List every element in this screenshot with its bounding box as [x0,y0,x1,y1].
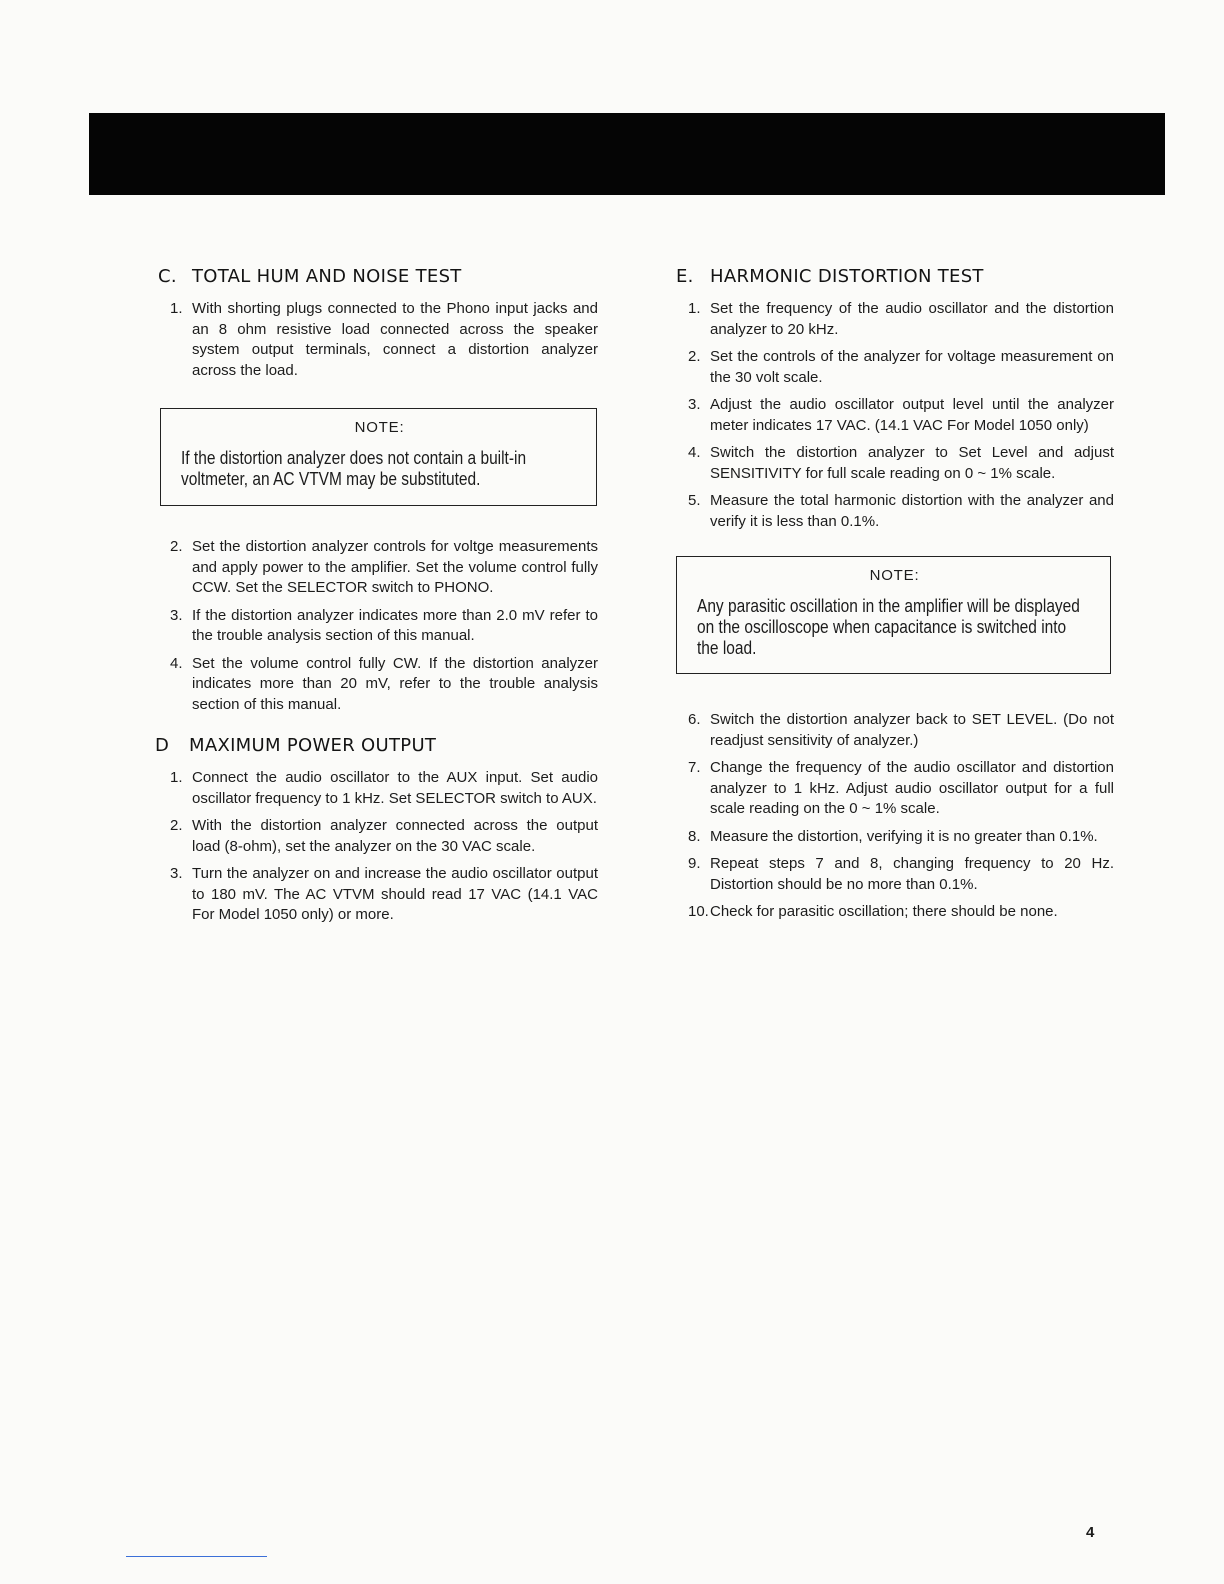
step-text: Check for parasitic oscillation; there should be none. [710,903,1058,920]
step-number: 8. [688,827,701,845]
list-item [158,299,598,381]
step-text: Measure the distortion, verifying it is no greater than 0.1%. [710,827,1098,845]
step-number: 2. [170,538,183,555]
page-number: 4 [1086,1524,1095,1541]
header-banner [89,113,1165,195]
list-item [158,816,598,857]
step-text: Measure the total harmonic distortion with the analyzer and verify it is less than 0.1%. [710,492,1114,530]
section-e-steps-before-note [676,299,1114,532]
step-text: Switch the distortion analyzer back to SET LEVEL. (Do not readjust sensitivity of analyzer.) [710,711,1114,749]
step-text: Switch the distortion analyzer to Set Level and adjust SENSITIVITY for full scale reading on 0 ~ 1% scale. [710,444,1114,482]
section-d-heading [155,735,598,756]
step-number: 5. [688,492,701,509]
section-e-title: HARMONIC DISTORTION TEST [710,266,984,287]
list-item [158,654,598,716]
step-number: 4. [688,444,701,461]
step-number: 2. [688,348,701,365]
list-item [158,537,598,599]
section-d-title: MAXIMUM POWER OUTPUT [189,735,437,756]
step-number: 3. [170,606,183,624]
note-title: NOTE: [354,419,405,436]
note-text: Any parasitic oscillation in the amplifier will be displayed on the oscilloscope when capacitance is switched into the load. [697,596,1080,658]
list-item [676,347,1114,388]
left-column [155,266,598,933]
section-c-heading [158,266,598,287]
step-number: 1. [170,769,183,786]
section-c-steps-after-note [158,537,598,715]
step-number: 2. [170,817,183,834]
right-column [676,266,1114,930]
step-text: Set the distortion analyzer controls for voltge measurements and apply power to the amplifier. Set the volume control fully CCW. Set the SELECTOR switch to PHONO. [192,538,598,596]
section-c-note [160,408,597,506]
step-text: With the distortion analyzer connected across the output load (8-ohm), set the analyzer on the 30 VAC scale. [192,817,598,855]
list-item [676,491,1114,532]
section-e-letter: E. [676,266,694,287]
step-number: 1. [688,300,701,317]
list-item [676,758,1114,820]
step-text: Repeat steps 7 and 8, changing frequency to 20 Hz. Distortion should be no more than 0.1%. [710,855,1114,893]
step-text: Set the controls of the analyzer for voltage measurement on the 30 volt scale. [710,348,1114,386]
note-text: If the distortion analyzer does not contain a built-in voltmeter, an AC VTVM may be substituted. [181,448,527,489]
step-text: If the distortion analyzer indicates more than 2.0 mV refer to the trouble analysis section of this manual. [192,606,598,644]
list-item [676,902,1114,923]
step-text: Adjust the audio oscillator output level until the analyzer meter indicates 17 VAC. (14.1 VAC For Model 1050 only) [710,396,1114,434]
step-number: 4. [170,654,183,672]
step-text: Connect the audio oscillator to the AUX input. Set audio oscillator frequency to 1 kHz. Set SELECTOR switch to AUX. [192,769,598,807]
list-item [158,606,598,647]
section-e-note [676,556,1111,674]
section-c-steps-before-note [158,299,598,381]
step-text: Set the volume control fully CW. If the distortion analyzer indicates more than 20 mV, refer to the trouble analysis section of this manual. [192,654,598,713]
note-title: NOTE: [869,567,920,584]
step-text: Turn the analyzer on and increase the audio oscillator output to 180 mV. The AC VTVM should read 17 VAC (14.1 VAC For Model 1050 only) or more. [192,865,598,923]
step-number: 10. [688,903,709,920]
list-item [158,768,598,809]
footer-rule [126,1556,267,1557]
step-number: 3. [170,865,183,882]
section-e-heading [676,266,1114,287]
list-item [676,395,1114,436]
section-e-steps-after-note [676,710,1114,923]
section-d-letter: D [155,735,170,756]
section-c-letter: C. [158,266,177,287]
step-number: 9. [688,855,701,872]
list-item [676,443,1114,484]
step-number: 1. [170,300,183,317]
list-item [676,710,1114,751]
list-item [676,299,1114,340]
section-d-steps [158,768,598,926]
step-number: 7. [688,759,701,776]
section-c-title: TOTAL HUM AND NOISE TEST [192,266,462,287]
list-item [676,827,1114,848]
list-item [676,854,1114,895]
step-text: Change the frequency of the audio oscillator and distortion analyzer to 1 kHz. Adjust audio oscillator output for a full scale reading on the 0 ~ 1% scale. [710,759,1114,817]
step-text: With shorting plugs connected to the Phono input jacks and an 8 ohm resistive load connected across the speaker system output terminals, connect a distortion analyzer across the load. [192,300,598,379]
step-number: 3. [688,396,701,413]
step-number: 6. [688,711,701,728]
list-item [158,864,598,926]
step-text: Set the frequency of the audio oscillator and the distortion analyzer to 20 kHz. [710,300,1114,338]
